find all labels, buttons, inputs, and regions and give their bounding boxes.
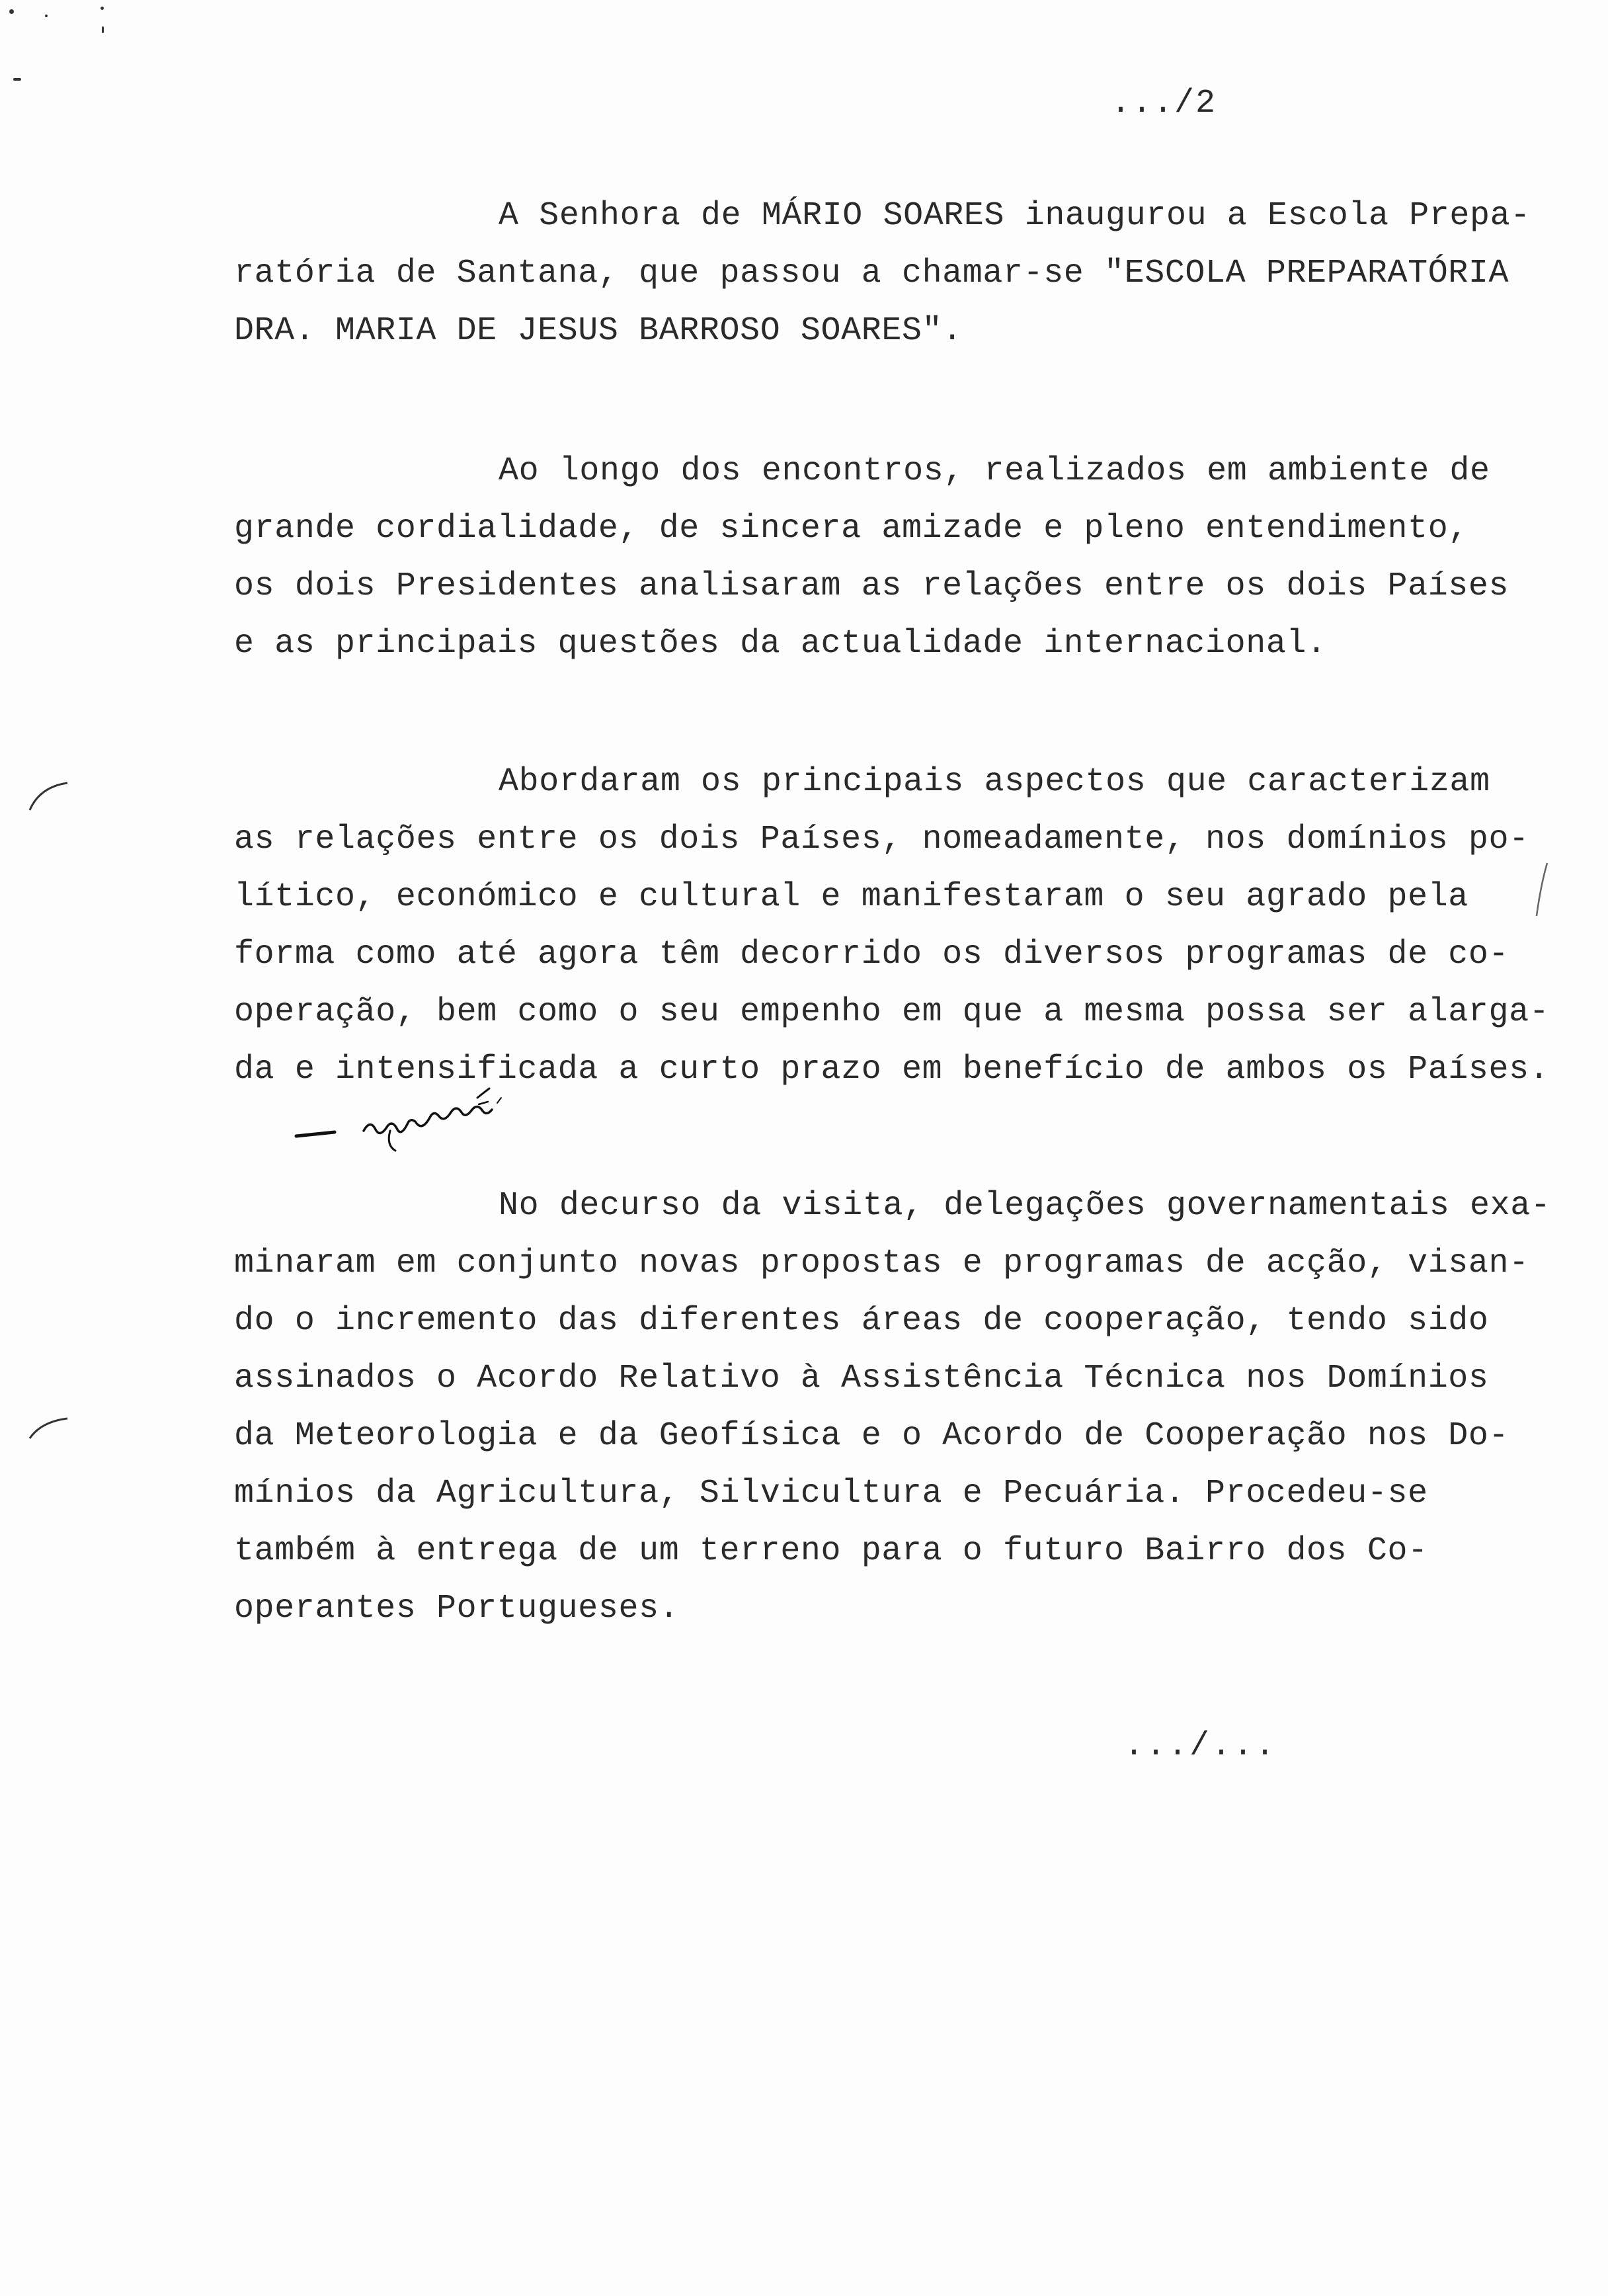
scan-speck (45, 15, 48, 17)
text-line: os dois Presidentes analisaram as relações entre os dois Países (234, 567, 1509, 605)
text-line: Ao longo dos encontros, realizados em ambiente de (499, 452, 1490, 490)
text-line: do o incremento das diferentes áreas de cooperação, tendo sido (234, 1302, 1489, 1340)
text-line: DRA. MARIA DE JESUS BARROSO SOARES". (234, 312, 963, 350)
text-line: grande cordialidade, de sincera amizade e pleno entendimento, (234, 510, 1468, 548)
scan-speck (100, 7, 104, 10)
scan-speck (13, 78, 21, 81)
continuation-marker: .../... (1124, 1727, 1277, 1765)
text-line: também à entrega de um terreno para o futuro Bairro dos Co- (234, 1532, 1428, 1570)
text-line: e as principais questões da actualidade internacional. (234, 625, 1327, 663)
scan-speck (102, 26, 104, 33)
text-line: minaram em conjunto novas propostas e programas de acção, visan- (234, 1245, 1529, 1282)
paragraph-relations (234, 753, 1550, 1098)
paragraph-meetings (234, 442, 1543, 673)
page-number: .../2 (1111, 85, 1217, 122)
text-line: assinados o Acordo Relativo à Assistência Técnica nos Domínios (234, 1360, 1489, 1397)
paragraph-inauguration (234, 187, 1543, 360)
margin-bracket-mark (26, 1415, 73, 1442)
text-line: as relações entre os dois Países, nomeadamente, nos domínios po- (234, 821, 1529, 858)
text-line: operantes Portugueses. (234, 1590, 680, 1627)
text-line: mínios da Agricultura, Silvicultura e Pecuária. Procedeu-se (234, 1475, 1428, 1512)
paragraph-agreements (234, 1177, 1551, 1637)
text-line: da Meteorologia e da Geofísica e o Acordo de Cooperação nos Do- (234, 1417, 1509, 1455)
text-line: A Senhora de MÁRIO SOARES inaugurou a Escola Prepa- (499, 197, 1531, 235)
handwritten-annotation (291, 1085, 569, 1157)
margin-bracket-mark (26, 780, 73, 813)
text-line: ratória de Santana, que passou a chamar-se "ESCOLA PREPARATÓRIA (234, 255, 1509, 292)
text-line: No decurso da visita, delegações governamentais exa- (499, 1187, 1551, 1225)
text-line: operação, bem como o seu empenho em que a mesma possa ser alarga- (234, 993, 1550, 1031)
text-line: da e intensificada a curto prazo em benefício de ambos os Países. (234, 1051, 1550, 1088)
scan-speck (9, 9, 14, 14)
text-line: Abordaram os principais aspectos que caracterizam (499, 763, 1490, 801)
text-line: lítico, económico e cultural e manifestaram o seu agrado pela (234, 878, 1468, 916)
text-line: forma como até agora têm decorrido os diversos programas de co- (234, 936, 1509, 973)
